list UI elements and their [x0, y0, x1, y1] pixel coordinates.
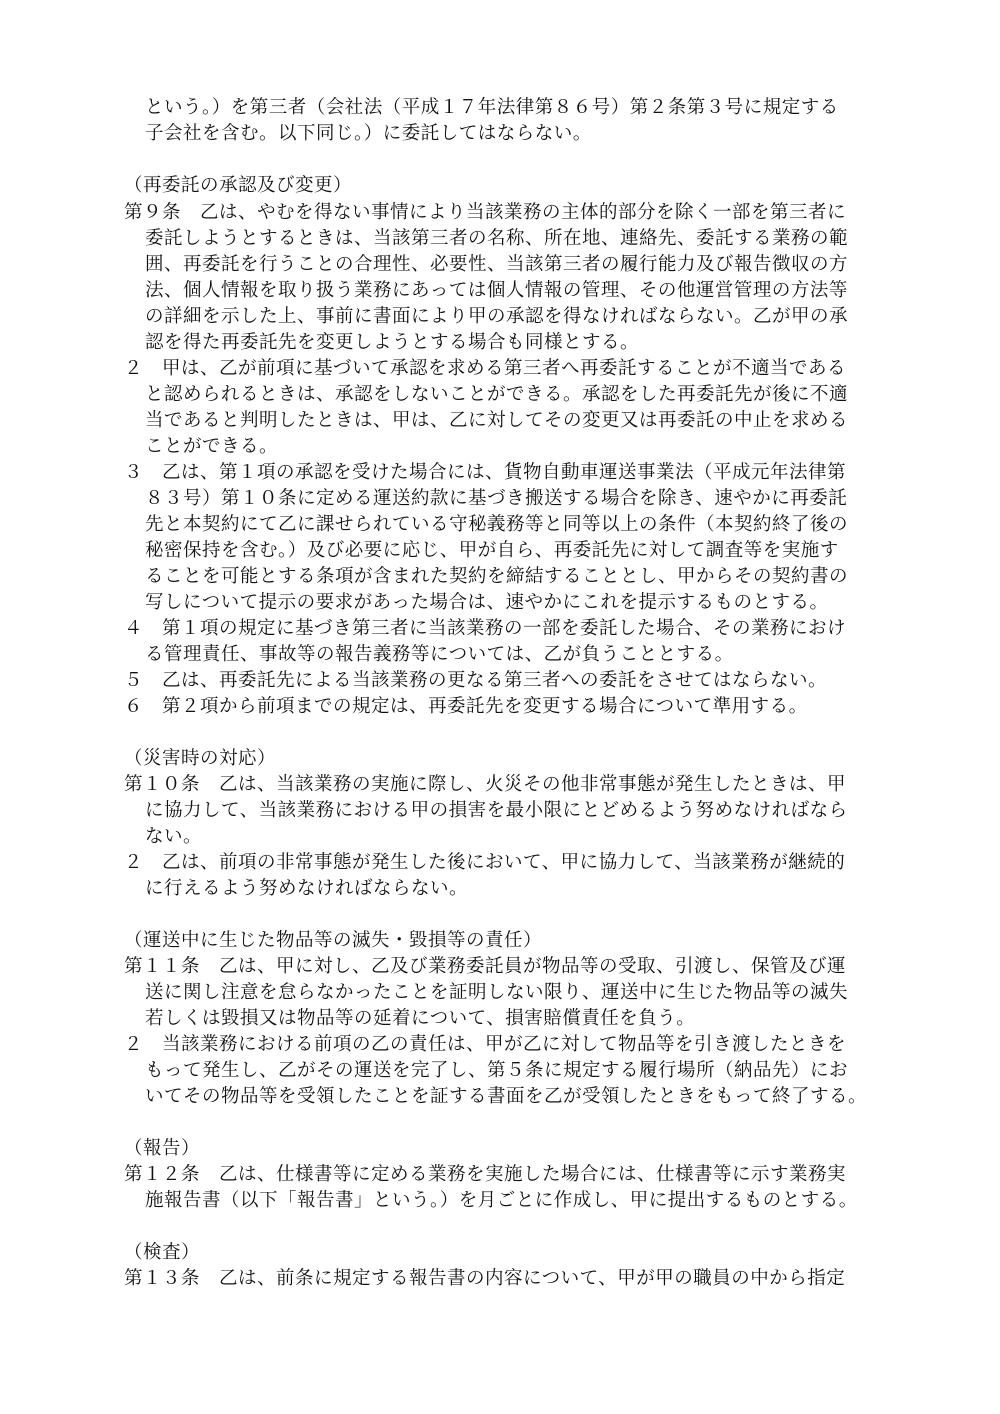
section-heading: （運送中に生じた物品等の滅失・毀損等の責任）: [124, 930, 543, 951]
text-line: の詳細を示した上、事前に書面により甲の承認を得なければならない。乙が甲の承: [145, 306, 849, 327]
paragraph-line: ２ 乙は、前項の非常事態が発生した後において、甲に協力して、当該業務が継続的: [124, 852, 846, 873]
text-line: 秘密保持を含む。）及び必要に応じ、甲が自ら、再委託先に対して調査等を実施す: [145, 540, 839, 561]
text-line: ない。: [145, 826, 203, 847]
section-heading: （災害時の対応）: [124, 748, 277, 769]
text-line: 先と本契約にて乙に課せられている守秘義務等と同等以上の条件（本契約終了後の: [145, 514, 849, 535]
text-line: 囲、再委託を行うことの合理性、必要性、当該第三者の履行能力及び報告徴収の方: [145, 254, 849, 275]
text-line: 施報告書（以下「報告書」という。）を月ごとに作成し、甲に提出するものとする。: [145, 1190, 858, 1211]
section-heading: （報告）: [124, 1138, 201, 1159]
article-line: 第１３条 乙は、前条に規定する報告書の内容について、甲が甲の職員の中から指定: [124, 1268, 846, 1289]
text-line: 委託しようとするときは、当該第三者の名称、所在地、連絡先、委託する業務の範: [145, 228, 849, 249]
text-line: いてその物品等を受領したことを証する書面を乙が受領したときをもって終了する。: [145, 1086, 868, 1107]
text-line: ８３号）第１０条に定める運送約款に基づき搬送する場合を除き、速やかに再委託: [145, 488, 848, 509]
article-line: 第９条 乙は、やむを得ない事情により当該業務の主体的部分を除く一部を第三者に: [124, 202, 847, 223]
paragraph-line: ４ 第１項の規定に基づき第三者に当該業務の一部を委託した場合、その業務におけ: [124, 618, 847, 639]
paragraph-line: ２ 甲は、乙が前項に基づいて承認を求める第三者へ再委託することが不適当である: [124, 358, 847, 379]
paragraph-line: ６ 第２項から前項までの規定は、再委託先を変更する場合について準用する。: [124, 696, 808, 717]
text-line: 子会社を含む。以下同じ。）に委託してはならない。: [145, 123, 592, 144]
text-line: に行えるよう努めなければならない。: [145, 878, 469, 899]
text-line: 写しについて提示の要求があった場合は、速やかにこれを提示するものとする。: [145, 592, 829, 613]
article-line: 第１２条 乙は、仕様書等に定める業務を実施した場合には、仕様書等に示す業務実: [124, 1164, 847, 1185]
text-line: 送に関し注意を怠らなかったことを証明しない限り、運送中に生じた物品等の滅失: [145, 982, 849, 1003]
text-line: ることを可能とする条項が含まれた契約を締結することとし、甲からその契約書の: [145, 566, 849, 587]
article-line: 第１０条 乙は、当該業務の実施に際し、火災その他非常事態が発生したときは、甲: [124, 774, 847, 795]
paragraph-line: ５ 乙は、再委託先による当該業務の更なる第三者への委託をさせてはならない。: [124, 670, 828, 691]
text-line: る管理責任、事故等の報告義務等については、乙が負うこととする。: [145, 644, 734, 665]
text-line: 法、個人情報を取り扱う業務にあっては個人情報の管理、その他運営管理の方法等: [145, 280, 848, 301]
paragraph-line: ３ 乙は、第１項の承認を受けた場合には、貨物自動車運送事業法（平成元年法律第: [124, 462, 847, 483]
text-line: と認められるときは、承認をしないことができる。承認をした再委託先が後に不適: [145, 384, 849, 405]
section-heading: （再委託の承認及び変更）: [124, 175, 353, 196]
text-line: 若しくは毀損又は物品等の延着について、損害賠償責任を負う。: [145, 1008, 696, 1029]
text-line: に協力して、当該業務における甲の損害を最小限にとどめるよう努めなければなら: [145, 800, 848, 821]
section-heading: （検査）: [124, 1242, 201, 1263]
paragraph-line: ２ 当該業務における前項の乙の責任は、甲が乙に対して物品等を引き渡したときを: [124, 1034, 847, 1055]
text-line: 当であると判明したときは、甲は、乙に対してその変更又は再委託の中止を求める: [145, 410, 849, 431]
text-line: もって発生し、乙がその運送を完了し、第５条に規定する履行場所（納品先）にお: [145, 1060, 849, 1081]
article-line: 第１１条 乙は、甲に対し、乙及び業務委託員が物品等の受取、引渡し、保管及び運: [124, 956, 847, 977]
text-line: ことができる。: [145, 436, 279, 457]
text-line: という。）を第三者（会社法（平成１７年法律第８６号）第２条第３号に規定する: [145, 97, 839, 118]
text-line: 認を得た再委託先を変更しようとする場合も同様とする。: [145, 332, 640, 353]
